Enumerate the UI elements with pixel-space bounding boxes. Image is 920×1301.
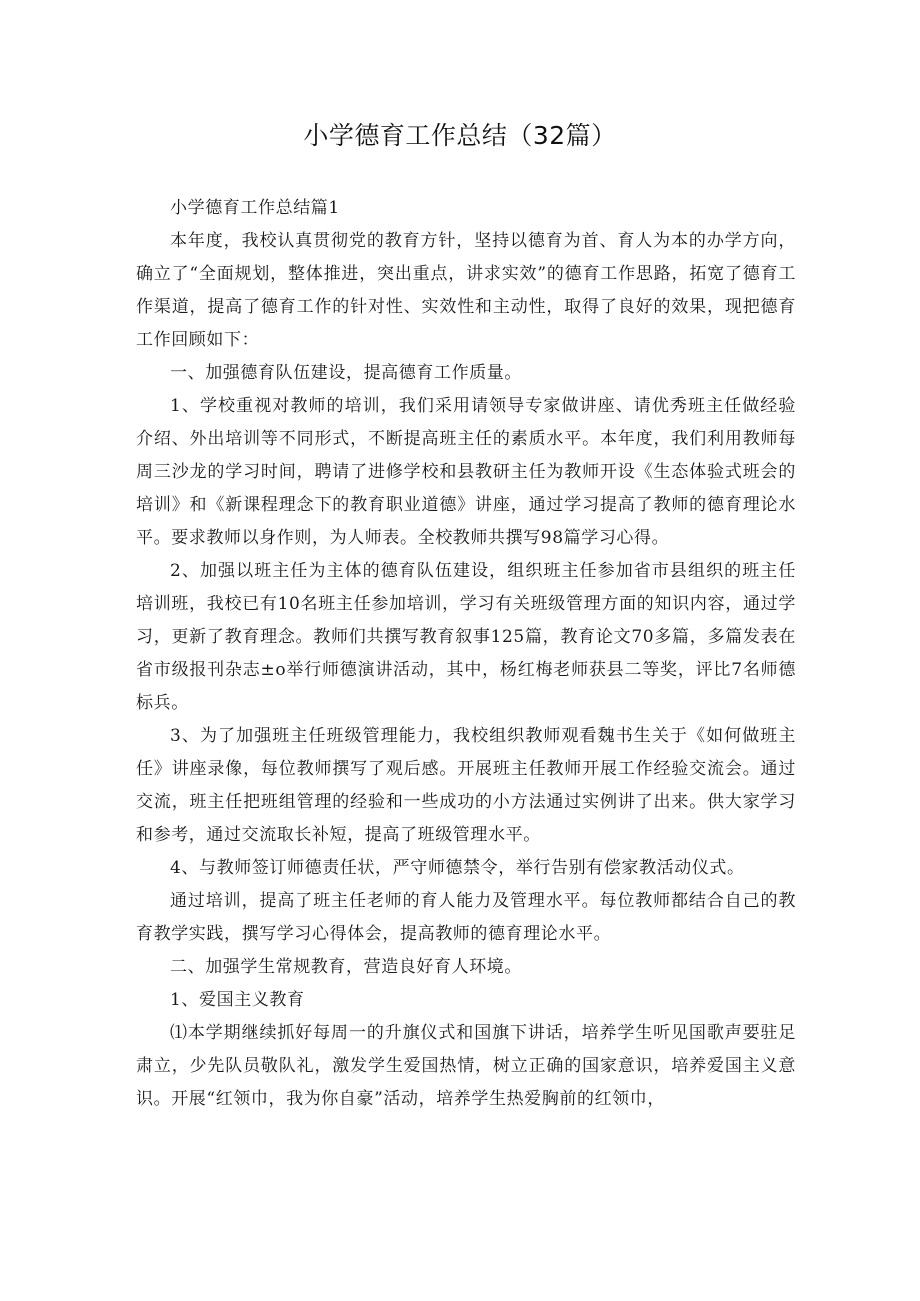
- flag-ceremony-paragraph: ⑴本学期继续抓好每周一的升旗仪式和国旗下讲话，培养学生听见国歌声要驻足肃立，少先队员敬队礼，激发学生爱国热情，树立正确的国家意识，培养爱国主义意识。开展“红领巾，我为你自豪”活动，培养学生热爱胸前的红领巾，: [136, 1023, 796, 1109]
- part-two-heading: 二、加强学生常规教育，营造良好育人环境。: [170, 957, 522, 977]
- document-body: [136, 192, 796, 1116]
- training-summary-paragraph: 通过培训，提高了班主任老师的育人能力及管理水平。每位教师都结合自己的教育教学实践，撰写学习心得体会，提高教师的德育理论水平。: [136, 891, 796, 944]
- part-one-heading: 一、加强德育队伍建设，提高德育工作质量。: [170, 363, 522, 383]
- item-two-paragraph: 2、加强以班主任为主体的德育队伍建设，组织班主任参加省市县组织的班主任培训班，我校已有10名班主任参加培训，学习有关班级管理方面的知识内容，通过学习，更新了教育理念。教师们共撰写教育叙事125篇，教育论文70多篇，多篇发表在省市级报刊杂志±o举行师德演讲活动，其中，杨红梅老师获县二等奖，评比7名师德标兵。: [136, 561, 796, 713]
- item-four-paragraph: 4、与教师签订师德责任状，严守师德禁令，举行告别有偿家教活动仪式。: [170, 858, 745, 878]
- patriotism-subheading: 1、爱国主义教育: [170, 990, 305, 1010]
- item-three-paragraph: 3、为了加强班主任班级管理能力，我校组织教师观看魏书生关于《如何做班主任》讲座录像，每位教师撰写了观后感。开展班主任教师开展工作经验交流会。通过交流，班主任把班组管理的经验和一些成功的小方法通过实例讲了出来。供大家学习和参考，通过交流取长补短，提高了班级管理水平。: [136, 726, 796, 845]
- document-title: 小学德育工作总结（32篇）: [303, 121, 617, 150]
- section-heading: 小学德育工作总结篇1: [170, 198, 340, 218]
- intro-paragraph: 本年度，我校认真贯彻党的教育方针，坚持以德育为首、育人为本的办学方向，确立了“全面规划，整体推进，突出重点，讲求实效”的德育工作思路，拓宽了德育工作渠道，提高了德育工作的针对性、实效性和主动性，取得了良好的效果，现把德育工作回顾如下：: [136, 231, 796, 350]
- item-one-paragraph: 1、学校重视对教师的培训，我们采用请领导专家做讲座、请优秀班主任做经验介绍、外出培训等不同形式，不断提高班主任的素质水平。本年度，我们利用教师每周三沙龙的学习时间，聘请了进修学校和县教研主任为教师开设《生态体验式班会的培训》和《新课程理念下的教育职业道德》讲座，通过学习提高了教师的德育理论水平。要求教师以身作则，为人师表。全校教师共撰写98篇学习心得。: [136, 396, 796, 548]
